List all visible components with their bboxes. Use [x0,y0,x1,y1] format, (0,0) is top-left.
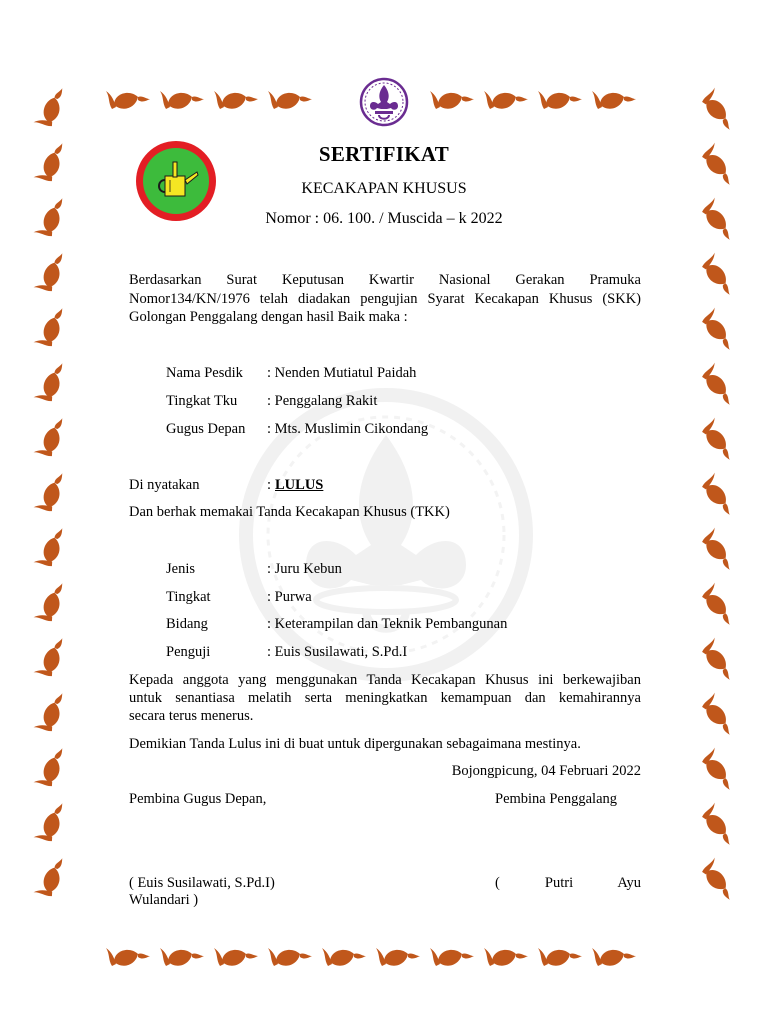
result-statement: Dan berhak memakai Tanda Kecakapan Khusus (TKK) [129,504,450,520]
leaf-ornament-icon [214,91,258,109]
leaf-ornament-icon [268,948,312,966]
certificate-number: Nomor : 06. 100. / Muscida – k 2022 [265,210,503,227]
badge-field-value: : Keterampilan dan Teknik Pembangunan [267,616,508,632]
obligation-line-1: Kepada anggota yang menggunakan Tanda Kecakapan Khusus ini berkewajiban [129,672,641,688]
badge-type-label: Jenis [166,561,195,577]
leaf-ornament-icon [699,418,737,465]
leaf-ornament-icon [538,948,582,966]
certificate-subtitle: KECAKAPAN KHUSUS [301,180,467,197]
badge-examiner-value: : Euis Susilawati, S.Pd.I [267,644,408,660]
leaf-ornament-icon [33,634,71,681]
leaf-ornament-icon [484,948,528,966]
leaf-ornament-icon [33,689,71,736]
badge-grade-value: : Purwa [267,589,312,605]
leaf-ornament-icon [33,359,71,406]
leaf-ornament-icon [430,91,474,109]
leaf-ornament-icon [699,473,737,520]
leaf-ornament-icon [160,91,204,109]
leaf-ornament-icon [699,308,737,355]
leaf-ornament-icon [430,948,474,966]
certificate-title: SERTIFIKAT [318,142,450,166]
participant-level-value: : Penggalang Rakit [267,393,378,409]
signature-right-name-line-1: ( Putri Ayu [495,875,641,891]
intro-line-2: Nomor134/KN/1976 telah diadakan pengujian Syarat Kecakapan Khusus (SKK) [129,291,641,307]
participant-name-value: : Nenden Mutiatul Paidah [267,365,417,381]
participant-unit-label: Gugus Depan [166,421,246,437]
badge-grade-label: Tingkat [166,589,211,605]
signature-right-name-line-2: Wulandari ) [129,892,199,908]
participant-name-label: Nama Pesdik [166,365,243,381]
leaf-ornament-icon [160,948,204,966]
leaf-ornament-icon [268,91,312,109]
scout-fleur-de-lis-icon [358,76,410,128]
badge-type-value: : Juru Kebun [267,561,342,577]
leaf-ornament-icon [699,363,737,410]
result-label: Di nyatakan [129,477,200,493]
intro-line-1: Berdasarkan Surat Keputusan Kwartir Nasional Gerakan Pramuka [129,272,641,288]
signature-right-title: Pembina Penggalang [495,791,618,807]
leaf-ornament-icon [33,854,71,901]
leaf-ornament-icon [376,948,420,966]
leaf-ornament-icon [322,948,366,966]
leaf-ornament-icon [699,583,737,630]
obligation-line-2: untuk senantiasa melatih serta meningkatkan kemampuan dan kemahirannya [129,690,641,706]
leaf-ornament-icon [592,948,636,966]
leaf-ornament-icon [484,91,528,109]
participant-level-label: Tingkat Tku [166,393,238,409]
leaf-ornament-icon [699,748,737,795]
leaf-ornament-icon [106,948,150,966]
leaf-ornament-icon [33,469,71,516]
leaf-ornament-icon [106,91,150,109]
badge-examiner-label: Penguji [166,644,211,660]
result-colon: : [267,477,272,493]
closing-statement: Demikian Tanda Lulus ini di buat untuk dipergunakan sebagaimana mestinya. [129,736,581,752]
leaf-ornament-icon [214,948,258,966]
signature-left-title: Pembina Gugus Depan, [129,791,267,807]
leaf-ornament-icon [699,253,737,300]
place-date: Bojongpicung, 04 Februari 2022 [451,763,641,779]
leaf-ornament-icon [33,579,71,626]
leaf-ornament-icon [33,84,71,131]
leaf-ornament-icon [699,803,737,850]
leaf-ornament-icon [699,858,737,905]
leaf-ornament-icon [33,524,71,571]
intro-line-3: Golongan Penggalang dengan hasil Baik maka : [129,309,408,325]
leaf-ornament-icon [33,249,71,296]
leaf-ornament-icon [33,799,71,846]
leaf-ornament-icon [33,744,71,791]
leaf-ornament-icon [33,304,71,351]
leaf-ornament-icon [699,528,737,575]
leaf-ornament-icon [538,91,582,109]
leaf-ornament-icon [699,693,737,740]
result-value: LULUS [275,477,324,493]
leaf-ornament-icon [33,414,71,461]
signature-left-name: ( Euis Susilawati, S.Pd.I) [129,875,275,891]
leaf-ornament-icon [699,88,737,135]
badge-field-label: Bidang [166,616,208,632]
participant-unit-value: : Mts. Muslimin Cikondang [267,421,429,437]
obligation-line-3: secara terus menerus. [129,708,254,724]
leaf-ornament-icon [592,91,636,109]
leaf-ornament-icon [699,638,737,685]
